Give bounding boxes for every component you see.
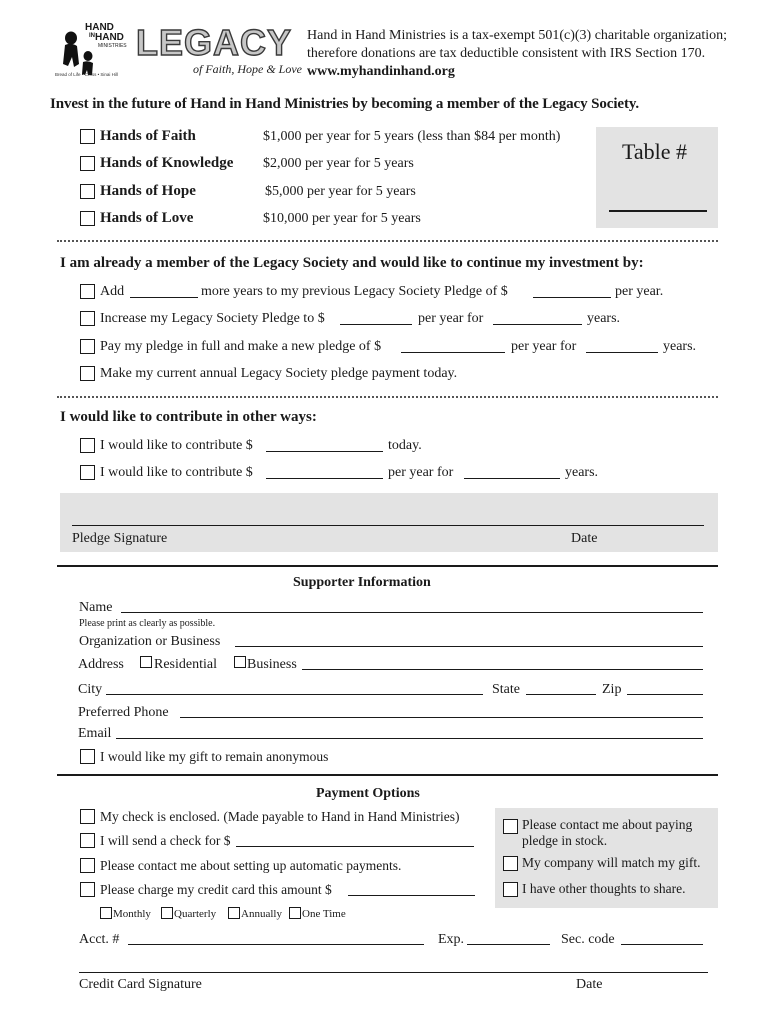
checkbox[interactable] [80, 156, 95, 171]
contribute-yearly-label-c: years. [565, 465, 599, 480]
option-label: Hands of Faith [100, 128, 196, 144]
city-field[interactable] [106, 694, 483, 695]
name-label: Name [79, 600, 113, 615]
legacy-logo [136, 22, 302, 80]
add-label-a: Add [100, 284, 125, 299]
contribute-yearly-label-b: per year for [388, 465, 454, 480]
account-number-label: Acct. # [79, 932, 120, 947]
checkbox[interactable] [80, 809, 95, 824]
checkbox[interactable] [503, 819, 518, 834]
checkbox[interactable] [80, 465, 95, 480]
pledge-signature-label: Pledge Signature [72, 531, 168, 546]
intro-line-2: therefore donations are tax deductible consistent with IRS Section 170. [307, 46, 706, 61]
new-pledge-years-field[interactable] [586, 352, 658, 353]
increase-label-b: per year for [418, 311, 484, 326]
section-divider [57, 774, 718, 776]
zip-field[interactable] [627, 694, 703, 695]
contribute-today-label-b: today. [388, 438, 422, 453]
logo-subcaption: Bread of Life • Cross • Sinai Hill [55, 72, 118, 77]
company-match-label: My company will match my gift. [522, 855, 701, 870]
option-desc: $5,000 per year for 5 years [265, 184, 416, 199]
checkbox[interactable] [80, 749, 95, 764]
phone-label: Preferred Phone [78, 705, 169, 720]
checkbox[interactable] [80, 882, 95, 897]
other-ways-heading: I would like to contribute in other ways: [60, 409, 317, 425]
checkbox[interactable] [80, 438, 95, 453]
add-label-c: per year. [615, 284, 664, 299]
send-check-amount-field[interactable] [236, 846, 474, 847]
contribute-today-amount-field[interactable] [266, 451, 383, 452]
add-pledge-amount-field[interactable] [533, 297, 611, 298]
checkbox[interactable] [100, 907, 112, 919]
full-label-b: per year for [511, 339, 577, 354]
send-check-label: I will send a check for $ [100, 833, 231, 848]
credit-card-amount-field[interactable] [348, 895, 475, 896]
pledge-date-label: Date [571, 531, 598, 546]
checkbox[interactable] [503, 856, 518, 871]
additional-options-box [495, 808, 718, 908]
pledge-signature-field[interactable] [72, 525, 704, 526]
add-label-b: more years to my previous Legacy Society Pledge of $ [201, 284, 508, 299]
credit-card-date-label: Date [576, 977, 603, 992]
frequency-label: One Time [302, 908, 346, 920]
checkbox[interactable] [80, 129, 95, 144]
organization-label: Organization or Business [79, 634, 221, 649]
logo-word-hand-bottom: HAND [95, 32, 124, 43]
frequency-label: Quarterly [174, 908, 217, 920]
checkbox[interactable] [80, 184, 95, 199]
email-label: Email [78, 726, 112, 741]
section-divider [57, 565, 718, 567]
address-label: Address [78, 657, 124, 672]
credit-card-signature-label: Credit Card Signature [79, 977, 202, 992]
organization-field[interactable] [235, 646, 703, 647]
table-number-label: Table # [622, 139, 688, 164]
legacy-tagline: of Faith, Hope & Love [193, 62, 302, 76]
option-desc: $10,000 per year for 5 years [263, 211, 421, 226]
option-label: Hands of Hope [100, 183, 196, 199]
legacy-wordmark: LEGACY [136, 22, 293, 63]
account-number-field[interactable] [128, 944, 424, 945]
frequency-label: Annually [241, 908, 282, 920]
table-number-box [596, 127, 718, 228]
contribute-yearly-amount-field[interactable] [266, 478, 383, 479]
logo-word-hand-top: HAND [85, 22, 114, 33]
checkbox[interactable] [80, 366, 95, 381]
logo-word-ministries: MINISTRIES [98, 43, 127, 49]
intro-line-1: Hand in Hand Ministries is a tax-exempt 501(c)(3) charitable organization; [307, 28, 727, 43]
zip-label: Zip [602, 682, 622, 697]
pledge-signature-box [60, 493, 718, 552]
increase-amount-field[interactable] [340, 324, 412, 325]
contribute-yearly-years-field[interactable] [464, 478, 560, 479]
business-label: Business [247, 657, 297, 672]
stock-label-line-1: Please contact me about paying [522, 817, 693, 832]
increase-years-field[interactable] [493, 324, 582, 325]
option-label: Hands of Knowledge [100, 155, 234, 171]
checkbox[interactable] [161, 907, 173, 919]
email-field[interactable] [116, 738, 703, 739]
phone-field[interactable] [180, 717, 703, 718]
option-desc: $2,000 per year for 5 years [263, 156, 414, 171]
anonymous-label: I would like my gift to remain anonymous [100, 749, 329, 764]
full-label-a: Pay my pledge in full and make a new pledge of $ [100, 339, 382, 354]
expiration-field[interactable] [467, 944, 550, 945]
option-label: Hands of Love [100, 210, 194, 226]
check-enclosed-label: My check is enclosed. (Made payable to Hand in Hand Ministries) [100, 809, 460, 824]
checkbox[interactable] [80, 311, 95, 326]
new-pledge-amount-field[interactable] [401, 352, 505, 353]
checkbox[interactable] [80, 284, 95, 299]
checkbox[interactable] [140, 656, 152, 668]
address-field[interactable] [302, 669, 703, 670]
credit-card-signature-field[interactable] [79, 972, 708, 973]
name-field[interactable] [121, 612, 703, 613]
logo-word-in: IN [89, 33, 95, 39]
checkbox[interactable] [80, 833, 95, 848]
state-label: State [492, 682, 520, 697]
checkbox[interactable] [80, 211, 95, 226]
contribute-yearly-label-a: I would like to contribute $ [100, 465, 253, 480]
current-payment-label: Make my current annual Legacy Society pledge payment today. [100, 366, 458, 381]
website-link[interactable]: www.myhandinhand.org [307, 64, 455, 79]
add-years-field[interactable] [130, 297, 198, 298]
checkbox[interactable] [234, 656, 246, 668]
full-label-c: years. [663, 339, 697, 354]
table-number-field[interactable] [609, 210, 707, 212]
increase-label-a: Increase my Legacy Society Pledge to $ [100, 311, 325, 326]
other-thoughts-label: I have other thoughts to share. [522, 881, 686, 896]
state-field[interactable] [526, 694, 596, 695]
payment-heading: Payment Options [316, 786, 420, 801]
stock-label-line-2: pledge in stock. [522, 833, 608, 848]
section-divider [57, 240, 718, 242]
automatic-label: Please contact me about setting up automatic payments. [100, 858, 402, 873]
checkbox[interactable] [80, 858, 95, 873]
residential-label: Residential [154, 657, 217, 672]
checkbox[interactable] [80, 339, 95, 354]
contribute-today-label-a: I would like to contribute $ [100, 438, 253, 453]
checkbox[interactable] [228, 907, 240, 919]
print-note: Please print as clearly as possible. [79, 618, 216, 629]
hand-in-hand-logo [55, 20, 136, 80]
section-divider [57, 396, 718, 398]
frequency-label: Monthly [113, 908, 151, 920]
expiration-label: Exp. [438, 932, 465, 947]
checkbox[interactable] [503, 882, 518, 897]
option-desc: $1,000 per year for 5 years (less than $84 per month) [263, 129, 561, 144]
invest-heading: Invest in the future of Hand in Hand Ministries by becoming a member of the Legacy Society. [50, 96, 640, 112]
increase-label-c: years. [587, 311, 621, 326]
supporter-heading: Supporter Information [293, 575, 431, 590]
security-code-label: Sec. code [561, 932, 615, 947]
member-heading: I am already a member of the Legacy Society and would like to continue my investment by: [60, 255, 644, 271]
city-label: City [78, 682, 103, 697]
checkbox[interactable] [289, 907, 301, 919]
credit-card-label: Please charge my credit card this amount $ [100, 882, 332, 897]
security-code-field[interactable] [621, 944, 703, 945]
